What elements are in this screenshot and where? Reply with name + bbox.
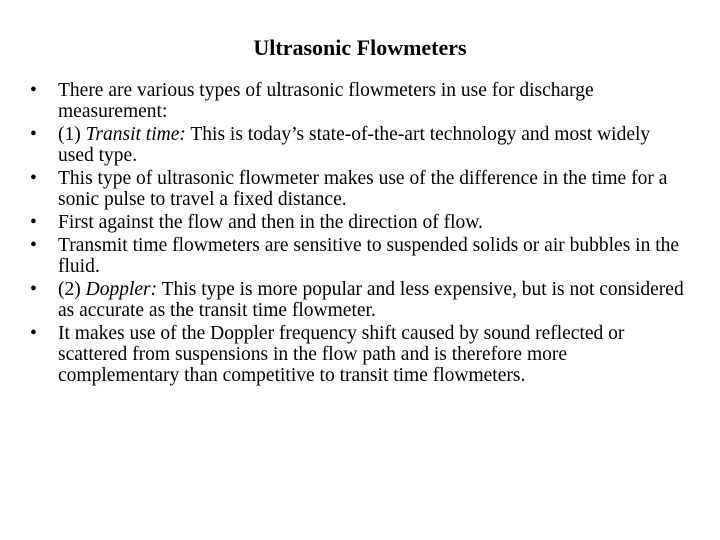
- bullet-item: [30, 124, 690, 166]
- bullet-item: [30, 235, 690, 277]
- bullet-prefix: (1): [58, 124, 86, 145]
- bullet-list: [30, 80, 690, 388]
- bullet-item: [30, 279, 690, 321]
- slide-title: Ultrasonic Flowmeters: [253, 35, 467, 60]
- bullet-icon: •: [30, 279, 37, 300]
- bullet-text: There are various types of ultrasonic flowmeters in use for discharge measurement:: [58, 80, 594, 122]
- bullet-icon: •: [30, 168, 37, 189]
- bullet-icon: •: [30, 212, 37, 233]
- bullet-icon: •: [30, 323, 37, 344]
- bullet-icon: •: [30, 235, 37, 256]
- bullet-text: It makes use of the Doppler frequency shift caused by sound reflected or scattered from suspensions in the flow path and is therefore more complementary than competitive to transit time flowmeters.: [58, 323, 625, 386]
- bullet-icon: •: [30, 80, 37, 101]
- bullet-item: [30, 212, 690, 233]
- bullet-prefix: (2): [58, 279, 86, 300]
- bullet-emphasis: Doppler:: [85, 279, 158, 300]
- bullet-text: This type is more popular and less expensive, but is not considered as accurate as the transit time flowmeter.: [58, 279, 684, 321]
- bullet-item: [30, 168, 690, 210]
- bullet-text: Transmit time flowmeters are sensitive to suspended solids or air bubbles in the fluid.: [58, 235, 680, 277]
- bullet-icon: •: [30, 124, 37, 145]
- bullet-text: First against the flow and then in the direction of flow.: [58, 212, 483, 233]
- bullet-text: This type of ultrasonic flowmeter makes use of the difference in the time for a sonic pulse to travel a fixed distance.: [58, 168, 668, 210]
- bullet-emphasis: Transit time:: [85, 124, 186, 145]
- bullet-item: [30, 80, 690, 122]
- bullet-item: [30, 323, 690, 386]
- bullet-text: This is today’s state-of-the-art technology and most widely used type.: [58, 124, 651, 166]
